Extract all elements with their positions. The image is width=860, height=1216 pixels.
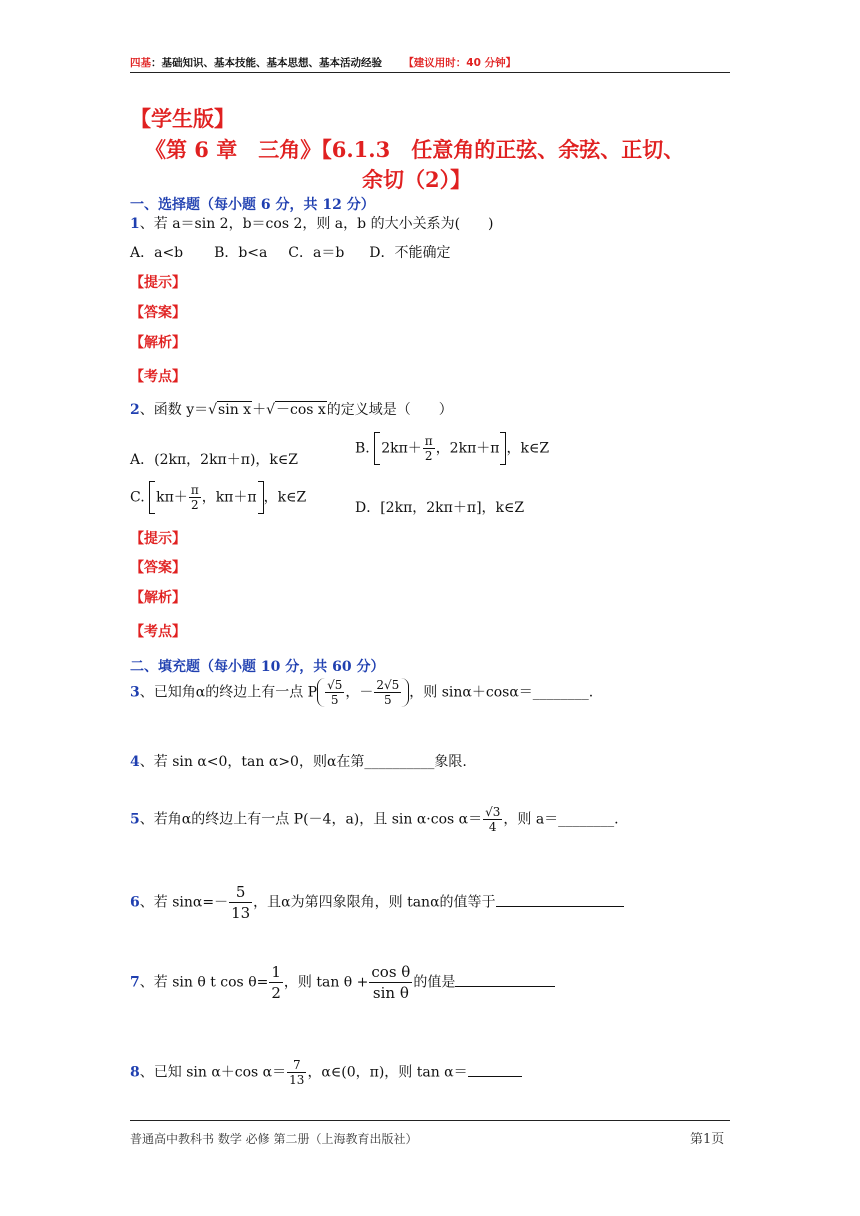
- option-b: B．b<a: [214, 245, 268, 261]
- question-number: 4: [130, 754, 140, 770]
- page-header: [130, 55, 516, 70]
- answer-blank: [455, 972, 555, 987]
- question-2-pre: 、函数 y＝: [139, 402, 209, 418]
- question-number: 2: [130, 402, 140, 418]
- fraction-pi-over-2: $\frac{\pi}{2}$: [190, 483, 199, 512]
- option-c: C．a＝b: [288, 245, 345, 261]
- option-a: A．a<b: [130, 245, 184, 261]
- point-coordinates: [317, 678, 409, 707]
- answer-label: 【答案】: [130, 560, 186, 576]
- analysis-label: 【解析】: [130, 335, 186, 351]
- fraction-5-over-13: $\frac{5}{13}$: [231, 883, 251, 922]
- section-heading-fill: 二、填充题（每小题 10 分，共 60 分）: [130, 659, 385, 675]
- fraction-cos-over-sin: $\frac{\text{cos θ}}{\text{sin θ}}$: [371, 963, 411, 1002]
- question-2-post: 的定义域是（ ）: [326, 402, 453, 418]
- plus-sign: ＋: [252, 402, 267, 418]
- footer-divider: [130, 1120, 730, 1121]
- interval-start: kπ＋: [156, 489, 188, 506]
- question-number: 5: [130, 811, 140, 828]
- interval-end: ，kπ＋π: [201, 489, 257, 506]
- fraction-y: $\frac{2√5}{5}$: [376, 678, 400, 707]
- question-4-text: 、若 sin α<0，tan α>0，则α在第__________象限.: [139, 754, 467, 770]
- option-b: [355, 432, 549, 465]
- fraction-7-over-13: $\frac{7}{13}$: [289, 1058, 305, 1087]
- question-8-pre: 、已知 sin α＋cos α＝: [139, 1064, 287, 1081]
- question-4: [130, 752, 467, 772]
- option-c-tail: ，k∈Z: [263, 489, 307, 506]
- title-line-2: 《第 6 章 三角》【6.1.3 任意角的正弦、余弦、正切、: [145, 137, 685, 162]
- option-b-label: B.: [355, 440, 370, 457]
- question-5: [130, 805, 619, 834]
- radical-sin: sin x: [218, 402, 252, 418]
- point-label: 【考点】: [130, 624, 186, 640]
- option-d: D．不能确定: [369, 245, 451, 261]
- section-heading-choice: 一、选择题（每小题 6 分，共 12 分）: [130, 197, 375, 213]
- question-7: [130, 962, 555, 1003]
- question-7-post: 的值是: [413, 974, 456, 991]
- question-number: 3: [130, 684, 140, 701]
- question-6-pre: 、若 sinα=－: [139, 894, 229, 911]
- point-label: 【考点】: [130, 369, 186, 385]
- interval-end: ，2kπ＋π: [435, 440, 500, 457]
- option-a: A．(2kπ，2kπ＋π)，k∈Z: [130, 452, 298, 468]
- title-line-1: 【学生版】: [130, 106, 235, 131]
- question-8-post: ，α∈(0，π)，则 tan α＝: [307, 1064, 468, 1081]
- page-number: 第1页: [690, 1132, 725, 1147]
- title-line-3: 余切（2）】: [362, 167, 472, 192]
- question-number: 7: [130, 974, 140, 991]
- fraction-x: $\frac{√5}{5}$: [327, 678, 343, 707]
- question-1-options: [130, 243, 450, 263]
- question-1: [130, 214, 494, 234]
- header-description: ：基础知识、基本技能、基本思想、基本活动经验: [151, 57, 382, 69]
- option-b-tail: ，k∈Z: [506, 440, 550, 457]
- question-number: 6: [130, 894, 140, 911]
- header-suggested-time: 【建议用时：40 分钟】: [403, 57, 517, 69]
- answer-label: 【答案】: [130, 305, 186, 321]
- fraction-pi-over-2: $\frac{\pi}{2}$: [424, 434, 433, 463]
- question-7-mid: ，则 tan θ +: [283, 974, 369, 991]
- question-5-post: ，则 a＝________.: [503, 811, 619, 828]
- coordinate-separator: ，－: [345, 684, 374, 701]
- hint-label: 【提示】: [130, 275, 186, 291]
- interval-bracket: [374, 432, 506, 465]
- question-number: 1: [130, 216, 140, 232]
- fraction-one-half: $\frac{1}{2}$: [271, 963, 281, 1002]
- answer-blank: [496, 892, 624, 907]
- question-3: [130, 678, 593, 707]
- interval-start: 2kπ＋: [381, 440, 422, 457]
- option-c: [130, 481, 306, 514]
- option-d: D．[2kπ，2kπ＋π]，k∈Z: [355, 500, 525, 516]
- question-2: 2、函数 y＝√sin x＋√－cos x的定义域是（ ）: [130, 402, 453, 418]
- question-6-post: ，且α为第四象限角，则 tanα的值等于: [253, 894, 496, 911]
- question-6: [130, 882, 624, 923]
- hint-label: 【提示】: [130, 531, 186, 547]
- question-number: 8: [130, 1064, 140, 1081]
- question-7-pre: 、若 sin θ t cos θ=: [139, 974, 269, 991]
- analysis-label: 【解析】: [130, 590, 186, 606]
- question-8: [130, 1058, 522, 1087]
- fraction-sqrt3-over-4: $\frac{√3}{4}$: [485, 805, 501, 834]
- header-label: 四基: [130, 57, 151, 69]
- question-3-post: ，则 sinα＋cosα＝________.: [409, 684, 594, 701]
- question-3-pre: 、已知角α的终边上有一点 P: [139, 684, 318, 701]
- question-5-pre: 、若角α的终边上有一点 P(－4，a)，且 sin α·cos α＝: [139, 811, 483, 828]
- option-c-label: C.: [130, 489, 145, 506]
- answer-blank: [468, 1062, 522, 1077]
- question-1-text: 、若 a＝sin 2，b＝cos 2，则 a，b 的大小关系为( ): [139, 216, 494, 232]
- interval-bracket: [149, 481, 263, 514]
- radical-cos: －cos x: [275, 402, 326, 418]
- header-divider: [130, 72, 730, 73]
- footer-textbook: 普通高中教科书 数学 必修 第二册（上海教育出版社）: [130, 1132, 418, 1146]
